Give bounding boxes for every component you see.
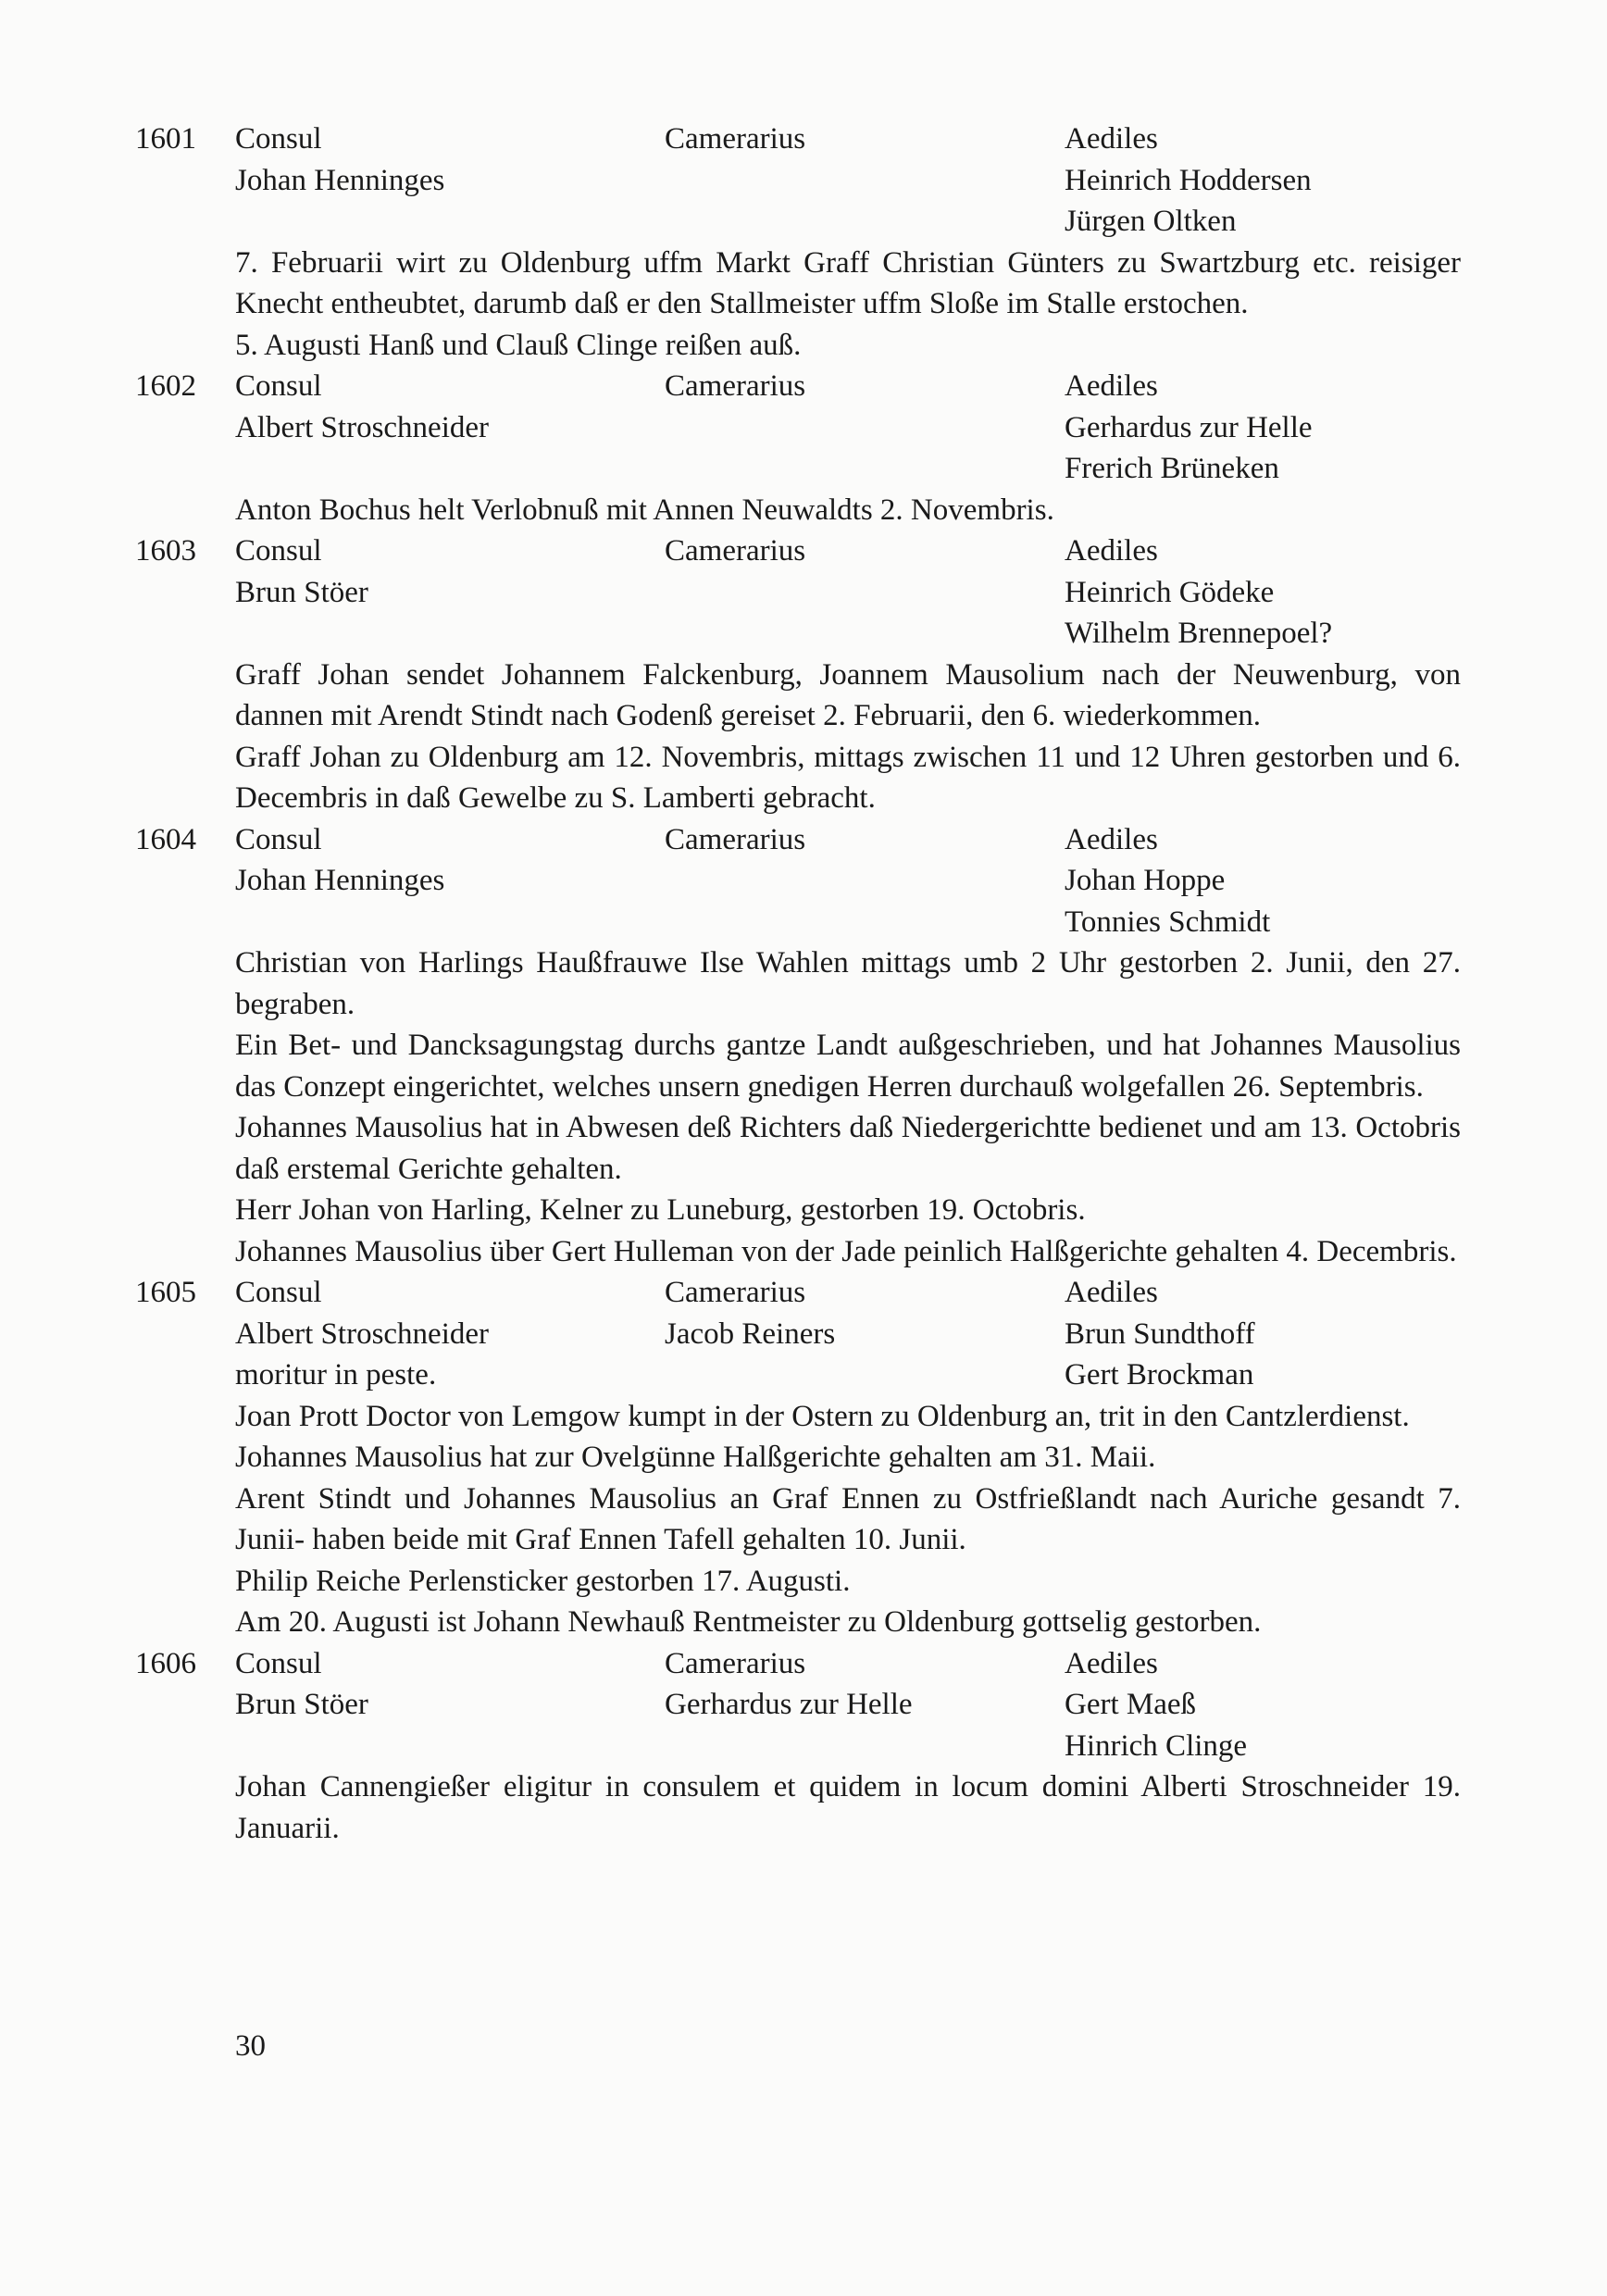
chronicle-note: Christian von Harlings Haußfrauwe Ilse Wahlen mittags umb 2 Uhr gestorben 2. Junii, den 27. begraben. — [235, 946, 1461, 1021]
chronicle-note: Johan Cannengießer eligitur in consulem et quidem in locum domini Alberti Stroschneider 19. Januarii. — [235, 1770, 1461, 1845]
office-header-row — [235, 530, 1461, 572]
consul-cell: Albert Stroschneider — [235, 410, 490, 444]
chronicle-note: Ein Bet- und Dancksagungstag durchs gantze Landt außgeschrieben, und hat Johannes Mausolius das Conzept eingerichtet, welches unsern gnedigen Herren durchauß wolgefallen 26. Septembris. — [235, 1029, 1461, 1104]
consul-cell: Brun Stöer — [235, 1688, 368, 1721]
year-label: 1603 — [135, 534, 196, 568]
year-entry — [135, 119, 1468, 366]
consul-cell: Consul — [235, 534, 322, 568]
chronicle-note: 7. Februarii wirt zu Oldenburg uffm Markt Graff Christian Günters zu Swartzburg etc. reisiger Knecht entheubtet, darumb daß er den Stallmeister uffm Sloße im Stalle erstochen. — [235, 245, 1461, 320]
aediles-cell: Gert Maeß — [1065, 1688, 1197, 1721]
consul-cell: Consul — [235, 122, 322, 156]
aediles-cell: Aediles — [1065, 369, 1158, 403]
chronicle-note: Arent Stindt und Johannes Mausolius an Graf Ennen zu Ostfrießlandt nach Auriche gesandt 7. Junii- haben beide mit Graf Ennen Tafell gehalten 10. Junii. — [235, 1481, 1461, 1556]
aediles-cell: Aediles — [1065, 534, 1158, 568]
year-label: 1601 — [135, 122, 196, 156]
chronicle-note: Am 20. Augusti ist Johann Newhauß Rentmeister zu Oldenburg gottselig gestorben. — [235, 1605, 1262, 1639]
entry-body — [235, 1643, 1461, 1850]
chronicle-text — [135, 119, 1468, 1849]
year-label: 1606 — [135, 1646, 196, 1680]
chronicle-note: Graff Johan sendet Johannem Falckenburg, Joannem Mausolium nach der Neuwenburg, von dannen mit Arendt Stindt nach Godenß gereiset 2. Februarii, den 6. wiederkommen. — [235, 657, 1461, 732]
year-entry — [135, 366, 1468, 530]
camerarius-cell: Camerarius — [665, 822, 806, 856]
office-holder-row — [235, 160, 1461, 202]
entry-body — [235, 819, 1461, 1273]
aediles-cell: Frerich Brüneken — [1065, 452, 1279, 485]
year-label: 1602 — [135, 369, 196, 403]
aediles-cell: Aediles — [1065, 1646, 1158, 1680]
office-holder-row — [235, 1684, 1461, 1726]
office-holder-row — [235, 572, 1461, 614]
aediles-cell: Aediles — [1065, 822, 1158, 856]
consul-cell: Consul — [235, 822, 322, 856]
office-header-row — [235, 819, 1461, 861]
aediles-cell: Aediles — [1065, 1276, 1158, 1309]
year-entry — [135, 1643, 1468, 1850]
camerarius-cell: Jacob Reiners — [665, 1316, 836, 1351]
office-holder-row — [235, 1726, 1461, 1767]
aediles-cell: Brun Sundthoff — [1065, 1316, 1255, 1351]
office-holder-row — [235, 613, 1461, 655]
office-holder-row — [235, 1314, 1461, 1355]
consul-cell: Johan Henninges — [235, 163, 445, 197]
chronicle-note: Johannes Mausolius über Gert Hulleman von der Jade peinlich Halßgerichte gehalten 4. Decembris. — [235, 1234, 1457, 1268]
year-label: 1605 — [135, 1276, 196, 1309]
aediles-cell: Heinrich Gödeke — [1065, 575, 1275, 609]
consul-cell: moritur in peste. — [235, 1358, 437, 1391]
aediles-cell: Gert Brockman — [1065, 1358, 1254, 1391]
chronicle-note: Herr Johan von Harling, Kelner zu Luneburg, gestorben 19. Octobris. — [235, 1193, 1086, 1227]
entry-body — [235, 119, 1461, 366]
chronicle-note: Johannes Mausolius hat in Abwesen deß Richters daß Niedergerichtte bedienet und am 13. Octobris daß erstemal Gerichte gehalten. — [235, 1111, 1461, 1186]
aediles-cell: Hinrich Clinge — [1065, 1728, 1248, 1763]
camerarius-cell: Camerarius — [665, 1276, 806, 1309]
consul-cell: Johan Henninges — [235, 864, 445, 897]
entry-body — [235, 530, 1461, 819]
office-holder-row — [235, 448, 1461, 490]
entry-body — [235, 1272, 1461, 1643]
camerarius-cell: Camerarius — [665, 534, 806, 568]
aediles-cell: Tonnies Schmidt — [1065, 905, 1271, 939]
camerarius-cell: Camerarius — [665, 122, 806, 156]
office-holder-row — [235, 860, 1461, 902]
office-holder-row — [235, 1354, 1461, 1396]
chronicle-note: Philip Reiche Perlensticker gestorben 17. Augusti. — [235, 1564, 851, 1598]
chronicle-note: 5. Augusti Hanß und Clauß Clinge reißen auß. — [235, 328, 802, 362]
chronicle-note: Joan Prott Doctor von Lemgow kumpt in der Ostern zu Oldenburg an, trit in den Cantzlerdienst. — [235, 1399, 1410, 1433]
consul-cell: Consul — [235, 369, 322, 403]
office-header-row — [235, 119, 1461, 160]
consul-cell: Brun Stöer — [235, 575, 368, 609]
chronicle-note: Anton Bochus helt Verlobnuß mit Annen Neuwaldts 2. Novembris. — [235, 493, 1054, 527]
consul-cell: Consul — [235, 1646, 322, 1680]
year-label: 1604 — [135, 822, 196, 856]
page-number: 30 — [235, 2029, 266, 2063]
aediles-cell: Aediles — [1065, 122, 1158, 156]
year-entry — [135, 1272, 1468, 1643]
aediles-cell: Wilhelm Brennepoel? — [1065, 617, 1333, 650]
aediles-cell: Jürgen Oltken — [1065, 205, 1237, 238]
year-entry — [135, 530, 1468, 819]
office-header-row — [235, 1643, 1461, 1685]
chronicle-note: Graff Johan zu Oldenburg am 12. Novembris, mittags zwischen 11 und 12 Uhren gestorben und 6. Decembris in daß Gewelbe zu S. Lamberti gebracht. — [235, 740, 1461, 815]
entry-body — [235, 366, 1461, 530]
aediles-cell: Johan Hoppe — [1065, 864, 1226, 897]
office-holder-row — [235, 407, 1461, 449]
office-header-row — [235, 1272, 1461, 1314]
office-holder-row — [235, 201, 1461, 243]
camerarius-cell: Gerhardus zur Helle — [665, 1688, 913, 1721]
office-header-row — [235, 366, 1461, 407]
year-entry — [135, 819, 1468, 1273]
consul-cell: Consul — [235, 1276, 322, 1309]
camerarius-cell: Camerarius — [665, 369, 806, 403]
aediles-cell: Gerhardus zur Helle — [1065, 410, 1313, 444]
chronicle-note: Johannes Mausolius hat zur Ovelgünne Halßgerichte gehalten am 31. Maii. — [235, 1441, 1156, 1474]
consul-cell: Albert Stroschneider — [235, 1316, 490, 1351]
aediles-cell: Heinrich Hoddersen — [1065, 163, 1312, 197]
office-holder-row — [235, 902, 1461, 943]
camerarius-cell: Camerarius — [665, 1646, 806, 1680]
